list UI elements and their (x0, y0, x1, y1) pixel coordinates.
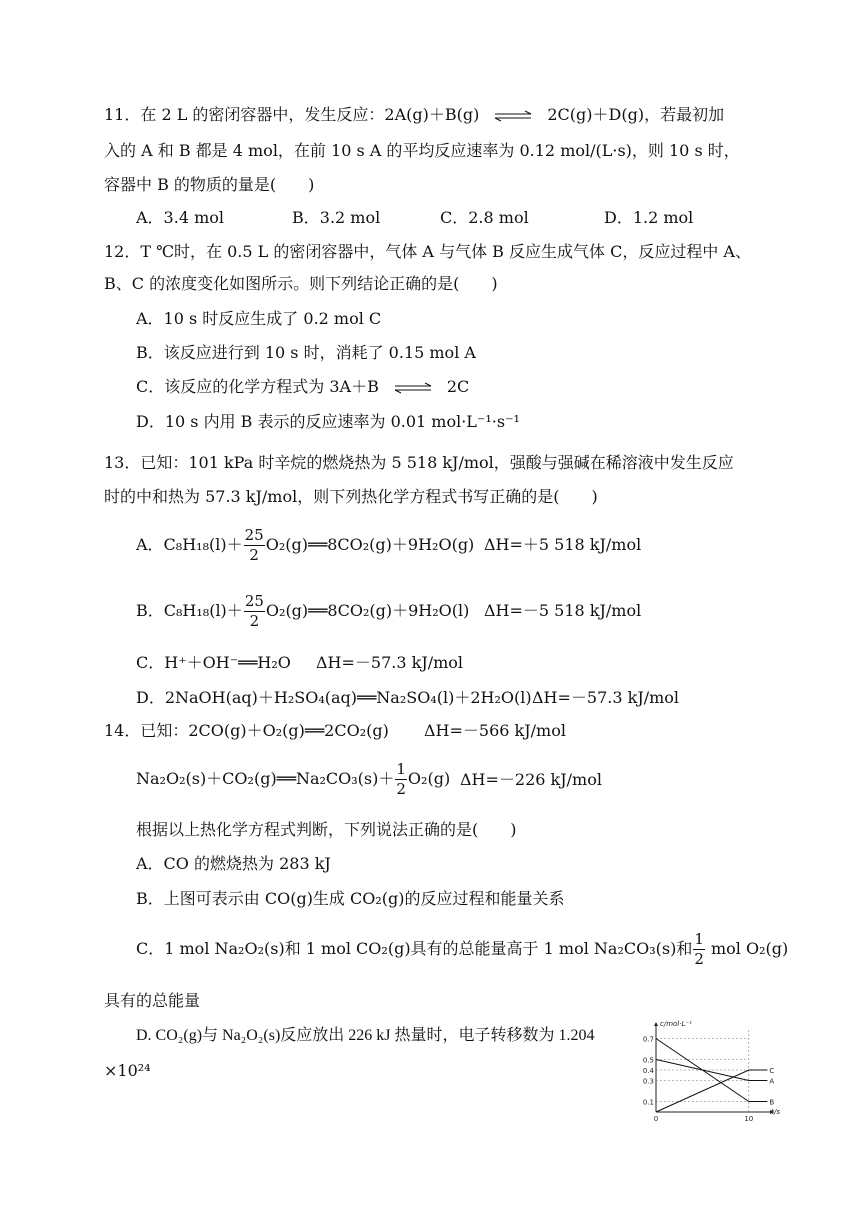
q13-option-b-enthalpy: ΔH=－5 518 kJ/mol (484, 601, 642, 620)
q13-option-d: D．2NaOH(aq)＋H₂SO₄(aq)══Na₂SO₄(l)＋2H₂O(l) (136, 688, 532, 707)
fraction-numerator: 25 (244, 526, 264, 544)
q13-option-a-lhs: A．C₈H₁₈(l)＋ (136, 535, 243, 554)
q14-line-1-enthalpy: ΔH=－566 kJ/mol (424, 721, 566, 740)
y-tick-label: 0.3 (642, 1077, 654, 1086)
q13-option-c: C．H⁺＋OH⁻══H₂O (136, 653, 291, 672)
fraction-numerator: 1 (694, 930, 704, 948)
q12-option-c-text: C．该反应的化学方程式为 3A＋B (136, 377, 379, 396)
q14-line-1: 14．已知：2CO(g)＋O₂(g)══2CO₂(g) (104, 721, 389, 740)
y-axis-label: c/mol·L⁻¹ (660, 1020, 692, 1028)
x-axis-label: t/s (771, 1108, 780, 1116)
q14-option-d: D. CO₂(g)与 Na₂O₂(s)反应放出 226 kJ 热量时，电子转移数为 1.204 (136, 1027, 595, 1044)
q13-option-a-enthalpy: ΔH=＋5 518 kJ/mol (484, 535, 642, 554)
q13-option-d-enthalpy: ΔH=－57.3 kJ/mol (532, 688, 680, 707)
q13-option-a-rhs: O₂(g)══8CO₂(g)＋9H₂O(g) (265, 535, 475, 554)
series-label-c: C (769, 1067, 775, 1075)
equilibrium-arrow-icon (493, 110, 533, 122)
fraction-denominator: 2 (249, 546, 259, 564)
equilibrium-arrow-icon (393, 382, 433, 394)
q14-option-a: A．CO 的燃烧热为 283 kJ (136, 854, 331, 873)
q14-line-2-lhs: Na₂O₂(s)＋CO₂(g)══Na₂CO₃(s)＋ (136, 769, 395, 788)
q13-option-b-lhs: B．C₈H₁₈(l)＋ (136, 601, 243, 620)
q13-line-2: 时的中和热为 57.3 kJ/mol，则下列热化学方程式书写正确的是( ) (104, 487, 598, 506)
fraction-denominator: 2 (396, 780, 406, 798)
q13-option-c-enthalpy: ΔH=－57.3 kJ/mol (316, 653, 464, 672)
q13-line-1: 13．已知：101 kPa 时辛烷的燃烧热为 5 518 kJ/mol，强酸与强碱在稀溶液中发生反应 (104, 453, 734, 472)
q14-prompt: 根据以上热化学方程式判断，下列说法正确的是( ) (136, 820, 517, 839)
q14-option-c-text: C．1 mol Na₂O₂(s)和 1 mol CO₂(g)具有的总能量高于 1 mol Na₂CO₃(s)和 (136, 939, 693, 958)
q14-option-d-continued: ×10²⁴ (104, 1061, 151, 1080)
q14-option-b: B．上图可表示由 CO(g)生成 CO₂(g)的反应过程和能量关系 (136, 889, 565, 908)
q14-line-2-enthalpy: ΔH=－226 kJ/mol (460, 770, 602, 789)
q14-option-c (136, 930, 788, 969)
q13-option-b-rhs: O₂(g)══8CO₂(g)＋9H₂O(l) (265, 601, 470, 620)
x-tick-label: 0 (653, 1115, 659, 1123)
q11-option-a: A．3.4 mol (136, 208, 225, 227)
fraction-numerator: 1 (396, 760, 406, 778)
x-tick-label: 10 (744, 1115, 754, 1123)
y-tick-label: 0.4 (642, 1067, 654, 1075)
q12-option-c-product: 2C (446, 377, 470, 396)
q12-line-1: 12．T ℃时，在 0.5 L 的密闭容器中，气体 A 与气体 B 反应生成气体 C，反应过程中 A、 (104, 242, 751, 261)
q14-option-c-tail: mol O₂(g) (710, 939, 789, 958)
series-label-a: A (769, 1077, 775, 1086)
q11-option-b: B．3.2 mol (292, 208, 381, 227)
q11-line-1 (104, 104, 724, 126)
fraction (693, 930, 705, 969)
fraction-numerator: 25 (244, 592, 264, 610)
q11-option-d: D．1.2 mol (604, 208, 694, 227)
fraction-denominator: 2 (249, 612, 260, 630)
q12-line-2: B、C 的浓度变化如图所示。则下列结论正确的是( ) (104, 274, 498, 293)
series-label-b: B (769, 1098, 775, 1107)
q12-option-b: B．该反应进行到 10 s 时，消耗了 0.15 mol A (136, 343, 476, 362)
fraction-denominator: 2 (694, 950, 704, 968)
q12-option-c (136, 376, 469, 398)
fraction (395, 760, 407, 799)
q11-line-2: 入的 A 和 B 都是 4 mol，在前 10 s A 的平均反应速率为 0.12 mol/(L·s)，则 10 s 时， (104, 141, 740, 160)
fraction (244, 526, 265, 565)
fraction (244, 592, 265, 631)
q14-line-2-rhs: O₂(g) (407, 769, 451, 788)
q12-option-d: D．10 s 内用 B 表示的反应速率为 0.01 mol·L⁻¹·s⁻¹ (136, 412, 520, 431)
q11-line-3: 容器中 B 的物质的量是( ) (104, 175, 315, 194)
q13-option-b (136, 592, 469, 631)
q11-text-1a: 11．在 2 L 的密闭容器中，发生反应：2A(g)＋B(g) (104, 105, 480, 124)
y-tick-label: 0.5 (642, 1056, 654, 1065)
q14-line-2 (136, 760, 450, 799)
y-tick-label: 0.7 (642, 1035, 654, 1044)
concentration-chart (632, 1018, 782, 1124)
q14-option-c-continued: 具有的总能量 (104, 991, 201, 1010)
q12-option-a: A．10 s 时反应生成了 0.2 mol C (136, 309, 382, 328)
y-axis-arrow-icon (654, 1022, 658, 1026)
q13-option-a (136, 526, 474, 565)
y-tick-label: 0.1 (642, 1098, 654, 1107)
q11-text-1b: 2C(g)＋D(g)，若最初加 (547, 105, 725, 124)
q11-option-c: C．2.8 mol (440, 208, 529, 227)
